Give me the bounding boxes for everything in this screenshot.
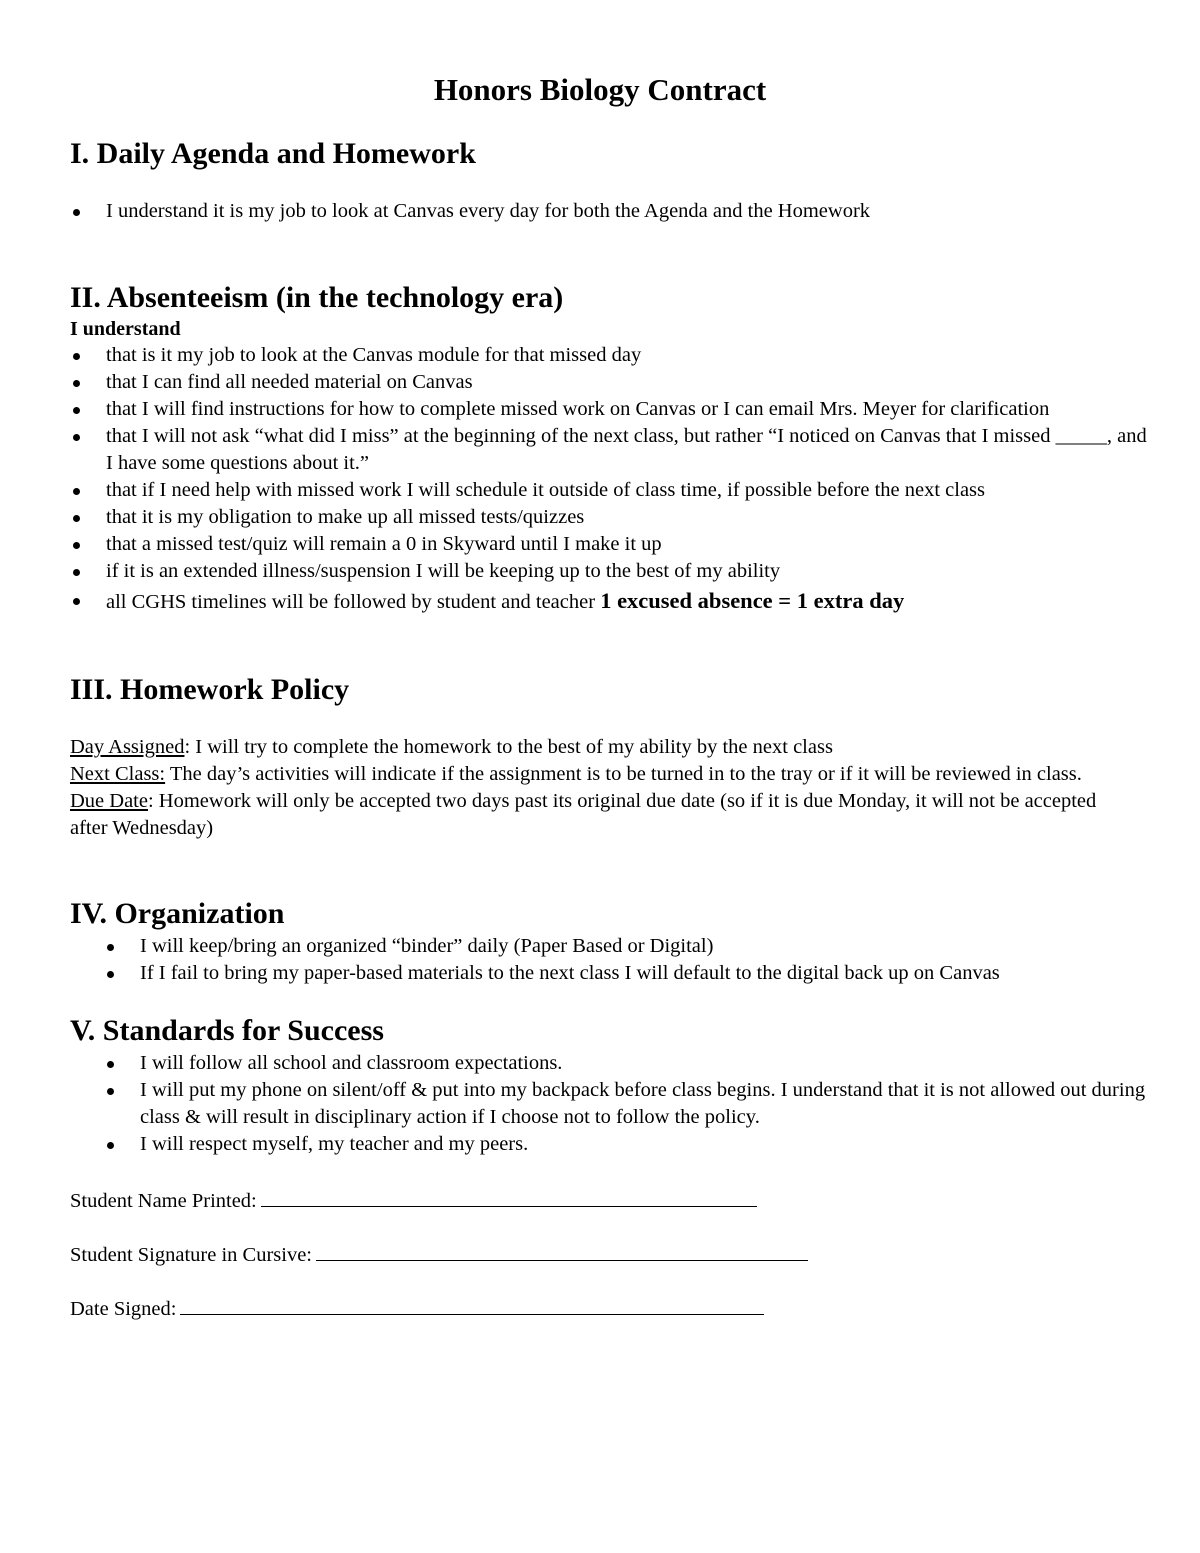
- list-item: that I will not ask “what did I miss” at the beginning of the next class, but rather “I noticed on Canvas that I missed _____, and I have some questions about it.”: [70, 423, 1150, 477]
- list-item: that I will find instructions for how to complete missed work on Canvas or I can email Mrs. Meyer for clarification: [70, 396, 1150, 423]
- list-item: that is it my job to look at the Canvas module for that missed day: [70, 342, 1150, 369]
- date-signed-label: Date Signed:: [70, 1298, 177, 1320]
- list-item: if it is an extended illness/suspension I will be keeping up to the best of my ability: [70, 558, 1150, 585]
- date-signed-line[interactable]: [180, 1294, 764, 1315]
- document-title: Honors Biology Contract: [433, 72, 767, 107]
- bullet-icon: [107, 1061, 114, 1068]
- organization-list: [104, 933, 1164, 987]
- policy-day-assigned: Day Assigned: I will try to complete the homework to the best of my ability by the next class: [70, 736, 833, 758]
- list-item: I will keep/bring an organized “binder” daily (Paper Based or Digital): [104, 933, 1164, 960]
- list-item: I will follow all school and classroom expectations.: [104, 1050, 1164, 1077]
- student-signature-line[interactable]: [316, 1240, 808, 1261]
- list-item: I will respect myself, my teacher and my peers.: [104, 1131, 1164, 1158]
- homework-policy-text: [70, 734, 1130, 842]
- bullet-icon: [73, 488, 80, 495]
- student-name-label: Student Name Printed:: [70, 1190, 257, 1212]
- absenteeism-subheading: I understand: [70, 318, 181, 340]
- list-item: that I can find all needed material on Canvas: [70, 369, 1150, 396]
- bullet-icon: [107, 1142, 114, 1149]
- section-heading-standards: V. Standards for Success: [70, 1014, 384, 1047]
- list-item: I will put my phone on silent/off & put into my backpack before class begins. I understand that it is not allowed out during class & will result in disciplinary action if I choose not to follow the policy.: [104, 1077, 1164, 1131]
- section-heading-homework-policy: III. Homework Policy: [70, 673, 350, 706]
- absenteeism-list: [70, 342, 1150, 618]
- list-item: I understand it is my job to look at Canvas every day for both the Agenda and the Homework: [70, 198, 1150, 225]
- section-heading-organization: IV. Organization: [70, 897, 285, 930]
- policy-next-class: Next Class: The day’s activities will indicate if the assignment is to be turned in to the tray or if it will be reviewed in class.: [70, 763, 1082, 785]
- bullet-icon: [107, 971, 114, 978]
- student-signature-label: Student Signature in Cursive:: [70, 1244, 312, 1266]
- bullet-icon: [73, 407, 80, 414]
- bullet-icon: [73, 569, 80, 576]
- list-item: If I fail to bring my paper-based materials to the next class I will default to the digital back up on Canvas: [104, 960, 1164, 987]
- excused-absence-rule: 1 excused absence = 1 extra day: [600, 588, 905, 613]
- bullet-icon: [73, 515, 80, 522]
- bullet-icon: [73, 542, 80, 549]
- student-name-field: [70, 1186, 757, 1215]
- student-signature-field: [70, 1240, 808, 1269]
- list-item: all CGHS timelines will be followed by student and teacher 1 excused absence = 1 extra day: [70, 585, 1150, 618]
- bullet-icon: [107, 1088, 114, 1095]
- list-item: that if I need help with missed work I will schedule it outside of class time, if possible before the next class: [70, 477, 1150, 504]
- daily-agenda-list: [70, 198, 1150, 225]
- section-heading-daily-agenda: I. Daily Agenda and Homework: [70, 137, 476, 170]
- student-name-line[interactable]: [261, 1186, 757, 1207]
- date-signed-field: [70, 1294, 764, 1323]
- list-item: that a missed test/quiz will remain a 0 in Skyward until I make it up: [70, 531, 1150, 558]
- bullet-icon: [73, 209, 80, 216]
- bullet-icon: [73, 598, 80, 605]
- standards-list: [104, 1050, 1164, 1158]
- policy-due-date: Due Date: Homework will only be accepted two days past its original due date (so if it is due Monday, it will not be accepted after Wednesday): [70, 790, 1097, 839]
- section-heading-absenteeism: II. Absenteeism (in the technology era): [70, 281, 564, 314]
- bullet-icon: [73, 434, 80, 441]
- bullet-icon: [107, 944, 114, 951]
- bullet-icon: [73, 380, 80, 387]
- list-item: that it is my obligation to make up all missed tests/quizzes: [70, 504, 1150, 531]
- bullet-icon: [73, 353, 80, 360]
